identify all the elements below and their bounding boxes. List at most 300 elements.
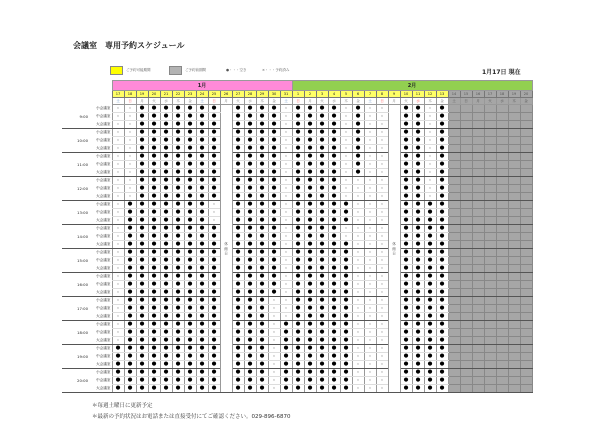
vacant-slot[interactable]: ●: [244, 385, 256, 393]
vacant-slot[interactable]: ●: [328, 105, 340, 113]
vacant-slot[interactable]: ●: [208, 185, 220, 193]
vacant-slot[interactable]: ●: [208, 153, 220, 161]
vacant-slot[interactable]: ●: [196, 257, 208, 265]
vacant-slot[interactable]: ●: [160, 193, 172, 201]
vacant-slot[interactable]: ●: [160, 281, 172, 289]
vacant-slot[interactable]: ●: [172, 233, 184, 241]
vacant-slot[interactable]: ●: [268, 169, 280, 177]
vacant-slot[interactable]: ●: [436, 113, 448, 121]
vacant-slot[interactable]: ●: [316, 185, 328, 193]
vacant-slot[interactable]: ●: [400, 257, 412, 265]
vacant-slot[interactable]: ●: [316, 161, 328, 169]
vacant-slot[interactable]: ●: [412, 345, 424, 353]
vacant-slot[interactable]: ●: [136, 313, 148, 321]
vacant-slot[interactable]: ●: [172, 241, 184, 249]
vacant-slot[interactable]: ●: [424, 209, 436, 217]
vacant-slot[interactable]: ●: [352, 113, 364, 121]
vacant-slot[interactable]: ●: [232, 305, 244, 313]
vacant-slot[interactable]: ●: [196, 193, 208, 201]
vacant-slot[interactable]: ●: [160, 369, 172, 377]
vacant-slot[interactable]: ●: [136, 297, 148, 305]
vacant-slot[interactable]: ●: [172, 169, 184, 177]
vacant-slot[interactable]: ●: [304, 145, 316, 153]
vacant-slot[interactable]: ●: [196, 361, 208, 369]
vacant-slot[interactable]: ●: [232, 265, 244, 273]
vacant-slot[interactable]: ●: [304, 265, 316, 273]
vacant-slot[interactable]: ●: [124, 273, 136, 281]
vacant-slot[interactable]: ●: [184, 353, 196, 361]
vacant-slot[interactable]: ●: [328, 265, 340, 273]
vacant-slot[interactable]: ●: [160, 289, 172, 297]
vacant-slot[interactable]: ●: [328, 129, 340, 137]
vacant-slot[interactable]: ●: [412, 337, 424, 345]
vacant-slot[interactable]: ●: [172, 249, 184, 257]
vacant-slot[interactable]: ●: [256, 281, 268, 289]
vacant-slot[interactable]: ●: [172, 185, 184, 193]
vacant-slot[interactable]: ●: [316, 313, 328, 321]
vacant-slot[interactable]: ●: [208, 265, 220, 273]
vacant-slot[interactable]: ●: [340, 361, 352, 369]
vacant-slot[interactable]: ●: [412, 265, 424, 273]
vacant-slot[interactable]: ●: [184, 385, 196, 393]
vacant-slot[interactable]: ●: [196, 137, 208, 145]
vacant-slot[interactable]: ●: [400, 313, 412, 321]
vacant-slot[interactable]: ●: [208, 369, 220, 377]
vacant-slot[interactable]: ●: [292, 225, 304, 233]
vacant-slot[interactable]: ●: [292, 137, 304, 145]
vacant-slot[interactable]: ●: [316, 201, 328, 209]
vacant-slot[interactable]: ●: [328, 241, 340, 249]
vacant-slot[interactable]: ●: [424, 241, 436, 249]
vacant-slot[interactable]: ●: [292, 145, 304, 153]
vacant-slot[interactable]: ●: [256, 385, 268, 393]
vacant-slot[interactable]: ●: [136, 361, 148, 369]
vacant-slot[interactable]: ●: [292, 321, 304, 329]
vacant-slot[interactable]: ●: [160, 241, 172, 249]
vacant-slot[interactable]: ●: [412, 377, 424, 385]
vacant-slot[interactable]: ●: [172, 329, 184, 337]
vacant-slot[interactable]: ●: [232, 121, 244, 129]
vacant-slot[interactable]: ●: [412, 257, 424, 265]
vacant-slot[interactable]: ●: [412, 273, 424, 281]
vacant-slot[interactable]: ●: [400, 113, 412, 121]
vacant-slot[interactable]: ●: [196, 377, 208, 385]
vacant-slot[interactable]: ●: [172, 129, 184, 137]
vacant-slot[interactable]: ●: [184, 105, 196, 113]
vacant-slot[interactable]: ●: [268, 225, 280, 233]
vacant-slot[interactable]: ●: [196, 329, 208, 337]
vacant-slot[interactable]: ●: [268, 177, 280, 185]
vacant-slot[interactable]: ●: [196, 241, 208, 249]
vacant-slot[interactable]: ●: [136, 129, 148, 137]
vacant-slot[interactable]: ●: [148, 313, 160, 321]
vacant-slot[interactable]: ●: [412, 249, 424, 257]
vacant-slot[interactable]: ●: [400, 297, 412, 305]
vacant-slot[interactable]: ●: [184, 233, 196, 241]
vacant-slot[interactable]: ●: [292, 209, 304, 217]
vacant-slot[interactable]: ●: [256, 233, 268, 241]
vacant-slot[interactable]: ●: [172, 361, 184, 369]
vacant-slot[interactable]: ●: [184, 225, 196, 233]
vacant-slot[interactable]: ●: [160, 329, 172, 337]
vacant-slot[interactable]: ●: [244, 113, 256, 121]
vacant-slot[interactable]: ●: [256, 185, 268, 193]
vacant-slot[interactable]: ●: [232, 217, 244, 225]
vacant-slot[interactable]: ●: [256, 321, 268, 329]
vacant-slot[interactable]: ●: [124, 257, 136, 265]
vacant-slot[interactable]: ●: [232, 105, 244, 113]
vacant-slot[interactable]: ●: [160, 249, 172, 257]
vacant-slot[interactable]: ●: [280, 385, 292, 393]
vacant-slot[interactable]: ●: [196, 353, 208, 361]
vacant-slot[interactable]: ●: [436, 345, 448, 353]
vacant-slot[interactable]: ●: [136, 249, 148, 257]
vacant-slot[interactable]: ●: [124, 297, 136, 305]
vacant-slot[interactable]: ●: [412, 137, 424, 145]
vacant-slot[interactable]: ●: [268, 193, 280, 201]
vacant-slot[interactable]: ●: [244, 257, 256, 265]
vacant-slot[interactable]: ●: [412, 361, 424, 369]
vacant-slot[interactable]: ●: [280, 337, 292, 345]
vacant-slot[interactable]: ●: [340, 257, 352, 265]
vacant-slot[interactable]: ●: [160, 377, 172, 385]
vacant-slot[interactable]: ●: [256, 105, 268, 113]
vacant-slot[interactable]: ●: [136, 289, 148, 297]
vacant-slot[interactable]: ●: [136, 337, 148, 345]
vacant-slot[interactable]: ●: [244, 289, 256, 297]
vacant-slot[interactable]: ●: [136, 377, 148, 385]
vacant-slot[interactable]: ●: [148, 305, 160, 313]
vacant-slot[interactable]: ●: [244, 121, 256, 129]
vacant-slot[interactable]: ●: [292, 241, 304, 249]
vacant-slot[interactable]: ●: [412, 353, 424, 361]
vacant-slot[interactable]: ●: [340, 209, 352, 217]
vacant-slot[interactable]: ●: [436, 361, 448, 369]
vacant-slot[interactable]: ●: [148, 345, 160, 353]
vacant-slot[interactable]: ●: [424, 273, 436, 281]
vacant-slot[interactable]: ●: [148, 369, 160, 377]
vacant-slot[interactable]: ●: [256, 153, 268, 161]
vacant-slot[interactable]: ●: [412, 313, 424, 321]
vacant-slot[interactable]: ●: [304, 113, 316, 121]
vacant-slot[interactable]: ●: [208, 193, 220, 201]
vacant-slot[interactable]: ●: [436, 257, 448, 265]
vacant-slot[interactable]: ●: [232, 329, 244, 337]
vacant-slot[interactable]: ●: [208, 385, 220, 393]
vacant-slot[interactable]: ●: [412, 177, 424, 185]
vacant-slot[interactable]: ●: [148, 321, 160, 329]
vacant-slot[interactable]: ●: [184, 193, 196, 201]
vacant-slot[interactable]: ●: [124, 345, 136, 353]
vacant-slot[interactable]: ●: [304, 369, 316, 377]
vacant-slot[interactable]: ●: [268, 273, 280, 281]
vacant-slot[interactable]: ●: [304, 153, 316, 161]
vacant-slot[interactable]: ●: [232, 273, 244, 281]
vacant-slot[interactable]: ●: [184, 177, 196, 185]
vacant-slot[interactable]: ●: [292, 297, 304, 305]
vacant-slot[interactable]: ●: [244, 185, 256, 193]
vacant-slot[interactable]: ●: [328, 161, 340, 169]
vacant-slot[interactable]: ●: [124, 265, 136, 273]
vacant-slot[interactable]: ●: [436, 297, 448, 305]
vacant-slot[interactable]: ●: [292, 385, 304, 393]
vacant-slot[interactable]: ●: [256, 113, 268, 121]
vacant-slot[interactable]: ●: [148, 193, 160, 201]
vacant-slot[interactable]: ●: [232, 297, 244, 305]
vacant-slot[interactable]: ●: [268, 281, 280, 289]
vacant-slot[interactable]: ●: [424, 321, 436, 329]
vacant-slot[interactable]: ●: [316, 369, 328, 377]
vacant-slot[interactable]: ●: [244, 361, 256, 369]
vacant-slot[interactable]: ●: [208, 377, 220, 385]
vacant-slot[interactable]: ●: [256, 257, 268, 265]
vacant-slot[interactable]: ●: [436, 241, 448, 249]
vacant-slot[interactable]: ●: [436, 145, 448, 153]
vacant-slot[interactable]: ●: [316, 321, 328, 329]
vacant-slot[interactable]: ●: [268, 153, 280, 161]
vacant-slot[interactable]: ●: [436, 273, 448, 281]
vacant-slot[interactable]: ●: [232, 137, 244, 145]
vacant-slot[interactable]: ●: [424, 329, 436, 337]
vacant-slot[interactable]: ●: [436, 225, 448, 233]
vacant-slot[interactable]: ●: [424, 281, 436, 289]
vacant-slot[interactable]: ●: [340, 281, 352, 289]
vacant-slot[interactable]: ●: [208, 169, 220, 177]
vacant-slot[interactable]: ●: [424, 305, 436, 313]
vacant-slot[interactable]: ●: [352, 169, 364, 177]
vacant-slot[interactable]: ●: [136, 273, 148, 281]
vacant-slot[interactable]: ●: [412, 321, 424, 329]
vacant-slot[interactable]: ●: [136, 385, 148, 393]
vacant-slot[interactable]: ●: [400, 201, 412, 209]
vacant-slot[interactable]: ●: [232, 289, 244, 297]
vacant-slot[interactable]: ●: [352, 153, 364, 161]
vacant-slot[interactable]: ●: [172, 217, 184, 225]
vacant-slot[interactable]: ●: [244, 153, 256, 161]
vacant-slot[interactable]: ●: [316, 193, 328, 201]
vacant-slot[interactable]: ●: [184, 257, 196, 265]
vacant-slot[interactable]: ●: [292, 369, 304, 377]
vacant-slot[interactable]: ●: [244, 177, 256, 185]
vacant-slot[interactable]: ●: [304, 169, 316, 177]
vacant-slot[interactable]: ●: [304, 105, 316, 113]
vacant-slot[interactable]: ●: [232, 161, 244, 169]
vacant-slot[interactable]: ●: [412, 121, 424, 129]
vacant-slot[interactable]: ●: [400, 321, 412, 329]
vacant-slot[interactable]: ●: [328, 361, 340, 369]
vacant-slot[interactable]: ●: [148, 385, 160, 393]
vacant-slot[interactable]: ●: [340, 249, 352, 257]
vacant-slot[interactable]: ●: [232, 233, 244, 241]
vacant-slot[interactable]: ●: [292, 169, 304, 177]
vacant-slot[interactable]: ●: [304, 249, 316, 257]
vacant-slot[interactable]: ●: [304, 273, 316, 281]
vacant-slot[interactable]: ●: [232, 177, 244, 185]
vacant-slot[interactable]: ●: [328, 353, 340, 361]
vacant-slot[interactable]: ●: [136, 201, 148, 209]
vacant-slot[interactable]: ●: [400, 137, 412, 145]
vacant-slot[interactable]: ●: [112, 345, 124, 353]
vacant-slot[interactable]: ●: [400, 169, 412, 177]
vacant-slot[interactable]: ●: [424, 233, 436, 241]
vacant-slot[interactable]: ●: [136, 305, 148, 313]
vacant-slot[interactable]: ●: [316, 289, 328, 297]
vacant-slot[interactable]: ●: [208, 121, 220, 129]
vacant-slot[interactable]: ●: [196, 289, 208, 297]
vacant-slot[interactable]: ●: [160, 217, 172, 225]
vacant-slot[interactable]: ●: [268, 113, 280, 121]
vacant-slot[interactable]: ●: [208, 281, 220, 289]
vacant-slot[interactable]: ●: [316, 329, 328, 337]
vacant-slot[interactable]: ●: [136, 185, 148, 193]
vacant-slot[interactable]: ●: [124, 361, 136, 369]
vacant-slot[interactable]: ●: [412, 201, 424, 209]
vacant-slot[interactable]: ●: [400, 385, 412, 393]
vacant-slot[interactable]: ●: [256, 353, 268, 361]
vacant-slot[interactable]: ●: [328, 137, 340, 145]
vacant-slot[interactable]: ●: [340, 337, 352, 345]
vacant-slot[interactable]: ●: [196, 297, 208, 305]
vacant-slot[interactable]: ●: [268, 265, 280, 273]
vacant-slot[interactable]: ●: [172, 385, 184, 393]
vacant-slot[interactable]: ●: [160, 273, 172, 281]
vacant-slot[interactable]: ●: [244, 137, 256, 145]
vacant-slot[interactable]: ●: [268, 289, 280, 297]
vacant-slot[interactable]: ●: [424, 369, 436, 377]
vacant-slot[interactable]: ●: [412, 297, 424, 305]
vacant-slot[interactable]: ●: [124, 241, 136, 249]
vacant-slot[interactable]: ●: [400, 121, 412, 129]
vacant-slot[interactable]: ●: [292, 121, 304, 129]
vacant-slot[interactable]: ●: [292, 177, 304, 185]
vacant-slot[interactable]: ●: [232, 257, 244, 265]
vacant-slot[interactable]: ●: [400, 129, 412, 137]
vacant-slot[interactable]: ●: [424, 385, 436, 393]
vacant-slot[interactable]: ●: [316, 353, 328, 361]
vacant-slot[interactable]: ●: [196, 201, 208, 209]
vacant-slot[interactable]: ●: [244, 337, 256, 345]
vacant-slot[interactable]: ●: [328, 225, 340, 233]
vacant-slot[interactable]: ●: [400, 361, 412, 369]
vacant-slot[interactable]: ●: [412, 193, 424, 201]
vacant-slot[interactable]: ●: [244, 345, 256, 353]
vacant-slot[interactable]: ●: [268, 145, 280, 153]
vacant-slot[interactable]: ●: [148, 105, 160, 113]
vacant-slot[interactable]: ●: [136, 217, 148, 225]
vacant-slot[interactable]: ●: [160, 321, 172, 329]
vacant-slot[interactable]: ●: [436, 129, 448, 137]
vacant-slot[interactable]: ●: [412, 169, 424, 177]
vacant-slot[interactable]: ●: [292, 201, 304, 209]
vacant-slot[interactable]: ●: [208, 297, 220, 305]
vacant-slot[interactable]: ●: [256, 177, 268, 185]
vacant-slot[interactable]: ●: [340, 345, 352, 353]
vacant-slot[interactable]: ●: [244, 169, 256, 177]
vacant-slot[interactable]: ●: [268, 201, 280, 209]
vacant-slot[interactable]: ●: [244, 281, 256, 289]
vacant-slot[interactable]: ●: [412, 105, 424, 113]
vacant-slot[interactable]: ●: [412, 385, 424, 393]
vacant-slot[interactable]: ●: [148, 169, 160, 177]
vacant-slot[interactable]: ●: [316, 233, 328, 241]
vacant-slot[interactable]: ●: [232, 369, 244, 377]
vacant-slot[interactable]: ●: [256, 377, 268, 385]
vacant-slot[interactable]: ●: [328, 377, 340, 385]
vacant-slot[interactable]: ●: [256, 145, 268, 153]
vacant-slot[interactable]: ●: [304, 193, 316, 201]
vacant-slot[interactable]: ●: [148, 289, 160, 297]
vacant-slot[interactable]: ●: [400, 249, 412, 257]
vacant-slot[interactable]: ●: [232, 201, 244, 209]
vacant-slot[interactable]: ●: [292, 153, 304, 161]
vacant-slot[interactable]: ●: [184, 169, 196, 177]
vacant-slot[interactable]: ●: [400, 377, 412, 385]
vacant-slot[interactable]: ●: [436, 153, 448, 161]
vacant-slot[interactable]: ●: [268, 185, 280, 193]
vacant-slot[interactable]: ●: [136, 265, 148, 273]
vacant-slot[interactable]: ●: [172, 369, 184, 377]
vacant-slot[interactable]: ●: [196, 345, 208, 353]
vacant-slot[interactable]: ●: [232, 113, 244, 121]
vacant-slot[interactable]: ●: [268, 241, 280, 249]
vacant-slot[interactable]: ●: [172, 297, 184, 305]
vacant-slot[interactable]: ●: [328, 313, 340, 321]
vacant-slot[interactable]: ●: [184, 145, 196, 153]
vacant-slot[interactable]: ●: [400, 345, 412, 353]
vacant-slot[interactable]: ●: [256, 337, 268, 345]
vacant-slot[interactable]: ●: [424, 361, 436, 369]
vacant-slot[interactable]: ●: [208, 145, 220, 153]
vacant-slot[interactable]: ●: [208, 249, 220, 257]
vacant-slot[interactable]: ●: [196, 313, 208, 321]
vacant-slot[interactable]: ●: [124, 225, 136, 233]
vacant-slot[interactable]: ●: [196, 185, 208, 193]
vacant-slot[interactable]: ●: [436, 249, 448, 257]
vacant-slot[interactable]: ●: [400, 265, 412, 273]
vacant-slot[interactable]: ●: [436, 193, 448, 201]
vacant-slot[interactable]: ●: [196, 265, 208, 273]
vacant-slot[interactable]: ●: [148, 273, 160, 281]
vacant-slot[interactable]: ●: [328, 305, 340, 313]
vacant-slot[interactable]: ●: [412, 225, 424, 233]
vacant-slot[interactable]: ●: [304, 353, 316, 361]
vacant-slot[interactable]: ●: [268, 209, 280, 217]
vacant-slot[interactable]: ●: [148, 329, 160, 337]
vacant-slot[interactable]: ●: [160, 257, 172, 265]
vacant-slot[interactable]: ●: [340, 273, 352, 281]
vacant-slot[interactable]: ●: [172, 121, 184, 129]
vacant-slot[interactable]: ●: [196, 153, 208, 161]
vacant-slot[interactable]: ●: [208, 177, 220, 185]
vacant-slot[interactable]: ●: [340, 201, 352, 209]
vacant-slot[interactable]: ●: [148, 209, 160, 217]
vacant-slot[interactable]: ●: [148, 337, 160, 345]
vacant-slot[interactable]: ●: [256, 329, 268, 337]
vacant-slot[interactable]: ●: [124, 201, 136, 209]
vacant-slot[interactable]: ●: [160, 297, 172, 305]
vacant-slot[interactable]: ●: [316, 241, 328, 249]
vacant-slot[interactable]: ●: [136, 321, 148, 329]
vacant-slot[interactable]: ●: [316, 105, 328, 113]
vacant-slot[interactable]: ●: [244, 217, 256, 225]
vacant-slot[interactable]: ●: [328, 345, 340, 353]
vacant-slot[interactable]: ●: [160, 129, 172, 137]
vacant-slot[interactable]: ●: [304, 377, 316, 385]
vacant-slot[interactable]: ●: [244, 145, 256, 153]
vacant-slot[interactable]: ●: [328, 329, 340, 337]
vacant-slot[interactable]: ●: [112, 369, 124, 377]
vacant-slot[interactable]: ●: [268, 217, 280, 225]
